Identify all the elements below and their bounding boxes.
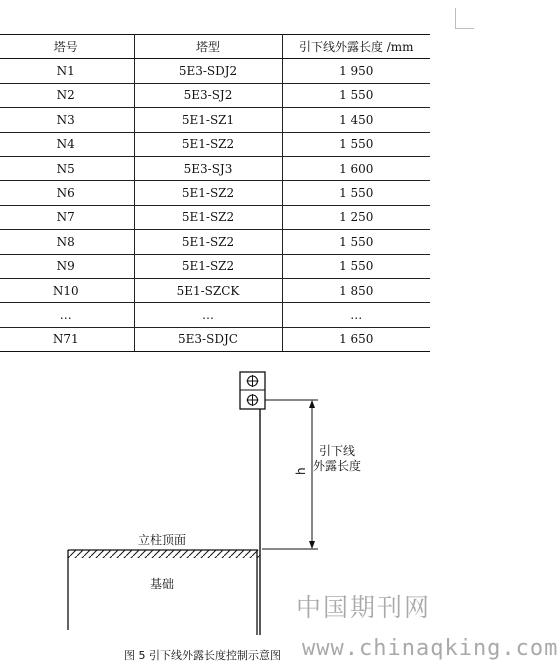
cell-exposed-length: 1 550 (282, 230, 430, 254)
cell-exposed-length: 1 950 (282, 59, 430, 83)
table-header-row (0, 35, 430, 59)
dimension-arrow (309, 400, 315, 549)
table-row (0, 108, 430, 132)
cell-exposed-length: 1 550 (282, 254, 430, 278)
cell-tower-number: … (0, 303, 134, 327)
cell-exposed-length: 1 850 (282, 278, 430, 302)
cell-exposed-length: 1 650 (282, 327, 430, 351)
cell-tower-number: N3 (0, 108, 134, 132)
cell-exposed-length: 1 550 (282, 132, 430, 156)
label-exposed-length: 外露长度 (313, 459, 362, 473)
tower-downlead-table (0, 34, 430, 352)
table-row (0, 254, 430, 278)
cell-tower-number: N7 (0, 205, 134, 229)
table-body (0, 59, 430, 352)
downlead-diagram (0, 360, 526, 650)
header-tower-number: 塔号 (0, 35, 134, 59)
label-downlead: 引下线 (319, 444, 356, 458)
cell-tower-type: 5E1-SZ2 (134, 205, 282, 229)
cell-tower-type: 5E1-SZ2 (134, 181, 282, 205)
cell-tower-number: N2 (0, 83, 134, 107)
table-row (0, 156, 430, 180)
cell-tower-number: N5 (0, 156, 134, 180)
cell-tower-type: 5E3-SDJC (134, 327, 282, 351)
table-row (0, 181, 430, 205)
table-row (0, 59, 430, 83)
cell-tower-type: 5E3-SJ3 (134, 156, 282, 180)
table-row (0, 230, 430, 254)
cell-tower-type: 5E1-SZ2 (134, 132, 282, 156)
cell-tower-type: 5E3-SJ2 (134, 83, 282, 107)
header-tower-type: 塔型 (134, 35, 282, 59)
cell-tower-number: N8 (0, 230, 134, 254)
table-row (0, 278, 430, 302)
table-row (0, 327, 430, 351)
figure-caption: 图 5 引下线外露长度控制示意图 (124, 649, 281, 662)
watermark-url: www.chinaqking.com (302, 636, 558, 661)
cell-tower-type: 5E1-SZCK (134, 278, 282, 302)
foundation (68, 550, 260, 635)
cell-tower-type: … (134, 303, 282, 327)
watermark-cn: 中国期刊网 (296, 593, 432, 622)
dimension-symbol: h (294, 467, 308, 475)
header-exposed-length: 引下线外露长度 /mm (282, 35, 430, 59)
cell-tower-number: N1 (0, 59, 134, 83)
cell-tower-type: 5E1-SZ2 (134, 254, 282, 278)
cell-tower-number: N6 (0, 181, 134, 205)
column-top-label: 立柱顶面 (138, 533, 187, 547)
foundation-label: 基础 (150, 577, 175, 591)
cell-tower-number: N71 (0, 327, 134, 351)
cell-tower-number: N10 (0, 278, 134, 302)
cell-exposed-length: 1 600 (282, 156, 430, 180)
table-row (0, 205, 430, 229)
table-row (0, 83, 430, 107)
cell-exposed-length: 1 450 (282, 108, 430, 132)
cell-exposed-length: 1 250 (282, 205, 430, 229)
page-corner-mark (455, 8, 474, 29)
cell-tower-type: 5E3-SDJ2 (134, 59, 282, 83)
cell-tower-number: N4 (0, 132, 134, 156)
table-row (0, 132, 430, 156)
cell-exposed-length: … (282, 303, 430, 327)
cell-exposed-length: 1 550 (282, 83, 430, 107)
cell-tower-type: 5E1-SZ2 (134, 230, 282, 254)
cell-tower-number: N9 (0, 254, 134, 278)
cell-tower-type: 5E1-SZ1 (134, 108, 282, 132)
table-row (0, 303, 430, 327)
grounding-terminal-box (240, 372, 265, 409)
cell-exposed-length: 1 550 (282, 181, 430, 205)
